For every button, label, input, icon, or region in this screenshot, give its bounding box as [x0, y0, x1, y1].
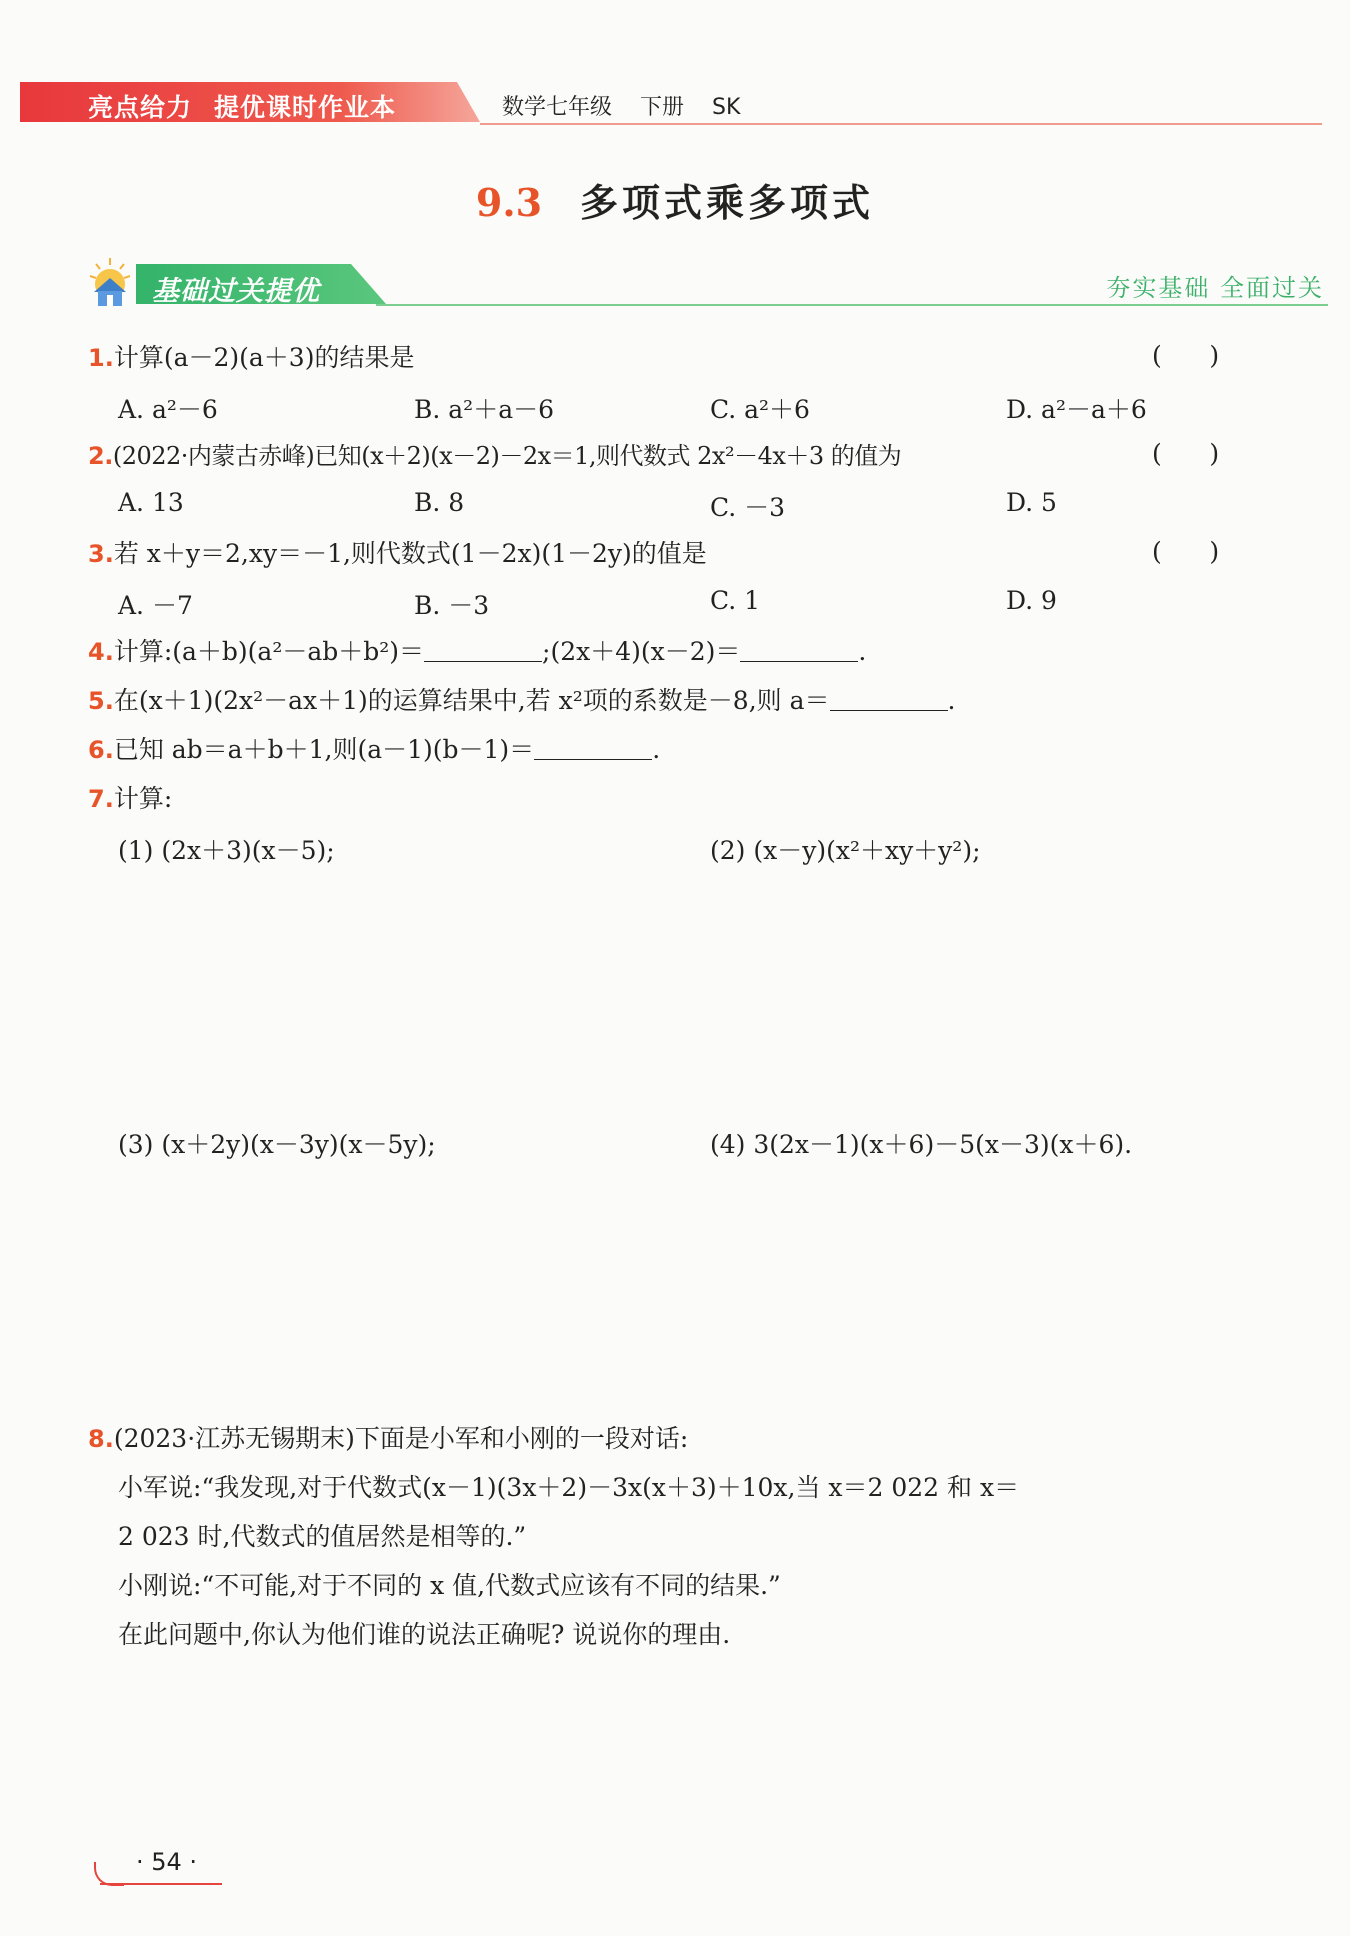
- question-source: (2023·江苏无锡期末)下面是小军和小刚的一段对话:: [113, 1424, 689, 1453]
- section-rule: [376, 304, 1328, 306]
- question-4: [88, 635, 866, 669]
- question-1: [88, 341, 414, 375]
- series-name: 提优课时作业本: [214, 93, 397, 122]
- question-text: 在(x＋1)(2x²－ax＋1)的运算结果中,若 x²项的系数是－8,则 a＝: [113, 686, 830, 715]
- question-number: 4.: [88, 638, 114, 666]
- option-c: C. －3: [710, 493, 786, 522]
- question-3: [88, 537, 707, 571]
- answer-parentheses: ( ): [1152, 439, 1220, 468]
- section-motto: 夯实基础 全面过关: [1106, 274, 1324, 302]
- option-d: D. 9: [1006, 586, 1057, 615]
- dialogue-line: 小军说:“我发现,对于代数式(x－1)(3x＋2)－3x(x＋3)＋10x,当 x＝2 022 和 x＝: [118, 1473, 1020, 1502]
- question-text: 计算(a－2)(a＋3)的结果是: [113, 343, 415, 372]
- question-text: .: [947, 686, 956, 715]
- question-text: 已知 ab＝a＋b＋1,则(a－1)(b－1)＝: [113, 735, 535, 764]
- section-name: 基础过关提优: [152, 276, 320, 307]
- dialogue-line: 小刚说:“不可能,对于不同的 x 值,代数式应该有不同的结果.”: [118, 1571, 781, 1600]
- question-number: 7.: [88, 785, 114, 813]
- question-number: 1.: [88, 344, 114, 372]
- question-number: 2.: [88, 442, 113, 470]
- volume-label: 下册: [640, 95, 685, 120]
- question-number: 8.: [88, 1425, 114, 1453]
- dialogue-line: 2 023 时,代数式的值居然是相等的.”: [118, 1522, 527, 1551]
- page-header: [20, 80, 1322, 125]
- sun-house-icon: [86, 256, 142, 310]
- edition-label: SK: [712, 95, 741, 120]
- question-8: [88, 1422, 688, 1456]
- question-number: 6.: [88, 736, 114, 764]
- header-brand: [88, 88, 396, 124]
- question-5: [88, 684, 955, 718]
- page-number: · 54 ·: [136, 1848, 198, 1876]
- question-7: [88, 782, 172, 816]
- page-title: [0, 172, 1350, 227]
- question-text: .: [858, 637, 867, 666]
- answer-blank[interactable]: [740, 639, 858, 662]
- subquestion-3: (3) (x＋2y)(x－3y)(x－5y);: [118, 1130, 436, 1159]
- section-number: 9.3: [475, 180, 543, 225]
- subquestion-4: (4) 3(2x－1)(x＋6)－5(x－3)(x＋6).: [710, 1130, 1133, 1159]
- option-a: A. 13: [118, 488, 184, 517]
- question-2: [88, 439, 901, 473]
- subquestion-2: (2) (x－y)(x²＋xy＋y²);: [710, 836, 981, 865]
- option-b: B. －3: [414, 591, 490, 620]
- answer-parentheses: ( ): [1152, 537, 1220, 566]
- option-d: D. a²－a＋6: [1006, 395, 1147, 424]
- brand-name: 亮点给力: [88, 93, 193, 122]
- option-c: C. 1: [710, 586, 761, 615]
- page-number-rule: [100, 1883, 222, 1885]
- section-title: 多项式乘多项式: [580, 180, 875, 225]
- option-d: D. 5: [1006, 488, 1057, 517]
- question-text: 计算:: [113, 784, 173, 813]
- question-text: 计算:(a＋b)(a²－ab＋b²)＝: [113, 637, 425, 666]
- option-c: C. a²＋6: [710, 395, 810, 424]
- answer-parentheses: ( ): [1152, 341, 1220, 370]
- answer-blank[interactable]: [534, 737, 652, 760]
- question-text: (2022·内蒙古赤峰)已知(x＋2)(x－2)－2x＝1,则代数式 2x²－4x＋3 的值为: [112, 442, 902, 470]
- question-6: [88, 733, 660, 767]
- header-rule: [480, 123, 1322, 125]
- question-text: ;(2x＋4)(x－2)＝: [542, 637, 741, 666]
- option-b: B. a²＋a－6: [414, 395, 555, 424]
- subquestion-1: (1) (2x＋3)(x－5);: [118, 836, 335, 865]
- option-b: B. 8: [414, 488, 465, 517]
- subject-label: 数学七年级: [502, 95, 613, 120]
- question-number: 5.: [88, 687, 114, 715]
- answer-blank[interactable]: [830, 688, 948, 711]
- header-subject: [502, 90, 768, 121]
- section-banner: [86, 256, 1324, 310]
- question-text: .: [652, 735, 661, 764]
- question-prompt: 在此问题中,你认为他们谁的说法正确呢? 说说你的理由.: [118, 1620, 731, 1649]
- option-a: A. －7: [118, 591, 193, 620]
- option-a: A. a²－6: [118, 395, 218, 424]
- question-text: 若 x＋y＝2,xy＝－1,则代数式(1－2x)(1－2y)的值是: [113, 539, 707, 568]
- question-number: 3.: [88, 540, 114, 568]
- answer-blank[interactable]: [424, 639, 542, 662]
